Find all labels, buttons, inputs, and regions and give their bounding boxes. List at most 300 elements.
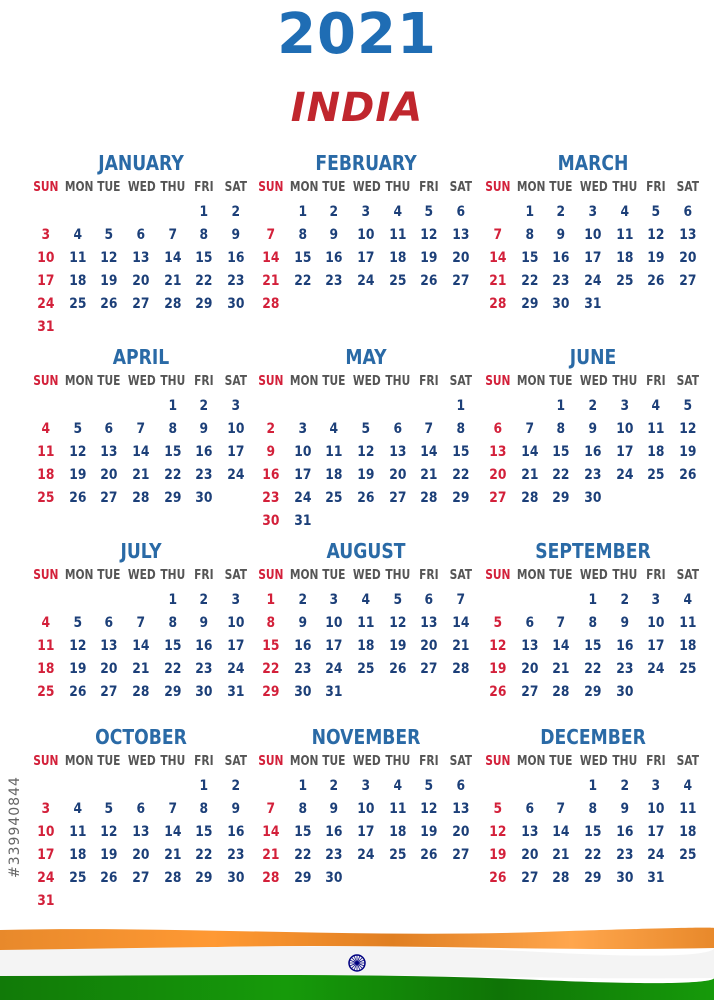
sunday-date: 14 [262, 250, 280, 266]
month-block [255, 536, 477, 704]
date-cell: 23 [227, 847, 245, 863]
date-cell: 17 [227, 444, 245, 460]
empty-day-cell [415, 681, 443, 704]
sunday-date: 4 [41, 615, 51, 631]
week-row [255, 464, 477, 487]
date-cell: 15 [584, 824, 602, 840]
sunday-date: 14 [489, 250, 507, 266]
sunday-date: 28 [262, 870, 280, 886]
week-row [255, 201, 477, 224]
weekday-label: SUN [485, 754, 511, 769]
date-cell: 27 [679, 273, 697, 289]
date-cell: 9 [298, 615, 307, 631]
empty-day-cell [674, 681, 702, 704]
sunday-date: 5 [493, 801, 503, 817]
weekday-label: FRI [419, 568, 440, 583]
empty-day-cell [32, 395, 60, 418]
sunday-date: 25 [37, 490, 55, 506]
week-row [482, 464, 704, 487]
weekday-label: WED [352, 374, 381, 389]
date-cell: 26 [420, 273, 438, 289]
week-row [30, 821, 252, 844]
date-cell: 24 [616, 467, 634, 483]
month-name: SEPTEMBER [535, 539, 651, 563]
date-cell: 28 [452, 661, 470, 677]
sunday-date: 23 [262, 490, 280, 506]
date-cell: 30 [584, 490, 602, 506]
sunday-date: 3 [41, 801, 51, 817]
empty-day-cell [159, 775, 187, 798]
week-row [482, 844, 704, 867]
date-cell: 12 [679, 421, 697, 437]
india-flag-banner-icon [0, 924, 714, 1000]
weekday-header [482, 566, 704, 586]
weekday-label: SAT [449, 180, 473, 195]
date-cell: 6 [104, 615, 114, 631]
week-row [30, 224, 252, 247]
date-cell: 30 [325, 870, 343, 886]
empty-day-cell [95, 395, 123, 418]
week-row [255, 487, 477, 510]
date-cell: 13 [100, 444, 118, 460]
weekday-label: FRI [419, 374, 440, 389]
date-cell: 7 [456, 592, 466, 608]
date-cell: 29 [584, 684, 602, 700]
date-cell: 6 [136, 227, 146, 243]
date-cell: 4 [683, 778, 693, 794]
weekday-label: THU [385, 754, 411, 769]
week-row [482, 395, 704, 418]
sunday-date: 31 [37, 319, 55, 335]
date-cell: 17 [293, 467, 312, 483]
date-cell: 5 [424, 778, 434, 794]
sunday-date: 28 [489, 296, 507, 312]
weekday-label: FRI [194, 374, 215, 389]
sunday-date: 6 [493, 421, 503, 437]
sunday-date: 12 [489, 824, 507, 840]
date-cell: 16 [195, 444, 213, 460]
date-cell: 1 [298, 778, 307, 794]
week-row [255, 775, 477, 798]
date-cell: 26 [68, 684, 87, 700]
date-cell: 8 [298, 227, 307, 243]
week-row [482, 821, 704, 844]
empty-day-cell [516, 589, 544, 612]
date-cell: 21 [420, 467, 438, 483]
date-cell: 27 [452, 273, 470, 289]
sunday-date: 30 [262, 513, 280, 529]
date-cell: 22 [195, 847, 213, 863]
month-name: JUNE [569, 345, 617, 369]
date-cell: 23 [325, 847, 343, 863]
week-row [482, 867, 704, 890]
empty-day-cell [384, 681, 412, 704]
weekday-header [482, 178, 704, 198]
weekday-label: TUE [549, 754, 573, 769]
week-row [255, 247, 477, 270]
date-cell: 19 [420, 824, 438, 840]
weekday-label: SAT [224, 754, 248, 769]
date-cell: 14 [164, 250, 182, 266]
sunday-date: 1 [266, 592, 276, 608]
date-cell: 19 [647, 250, 665, 266]
sunday-date: 11 [37, 638, 55, 654]
empty-day-cell [32, 775, 60, 798]
sunday-date: 19 [489, 661, 507, 677]
date-cell: 20 [132, 847, 150, 863]
date-cell: 3 [620, 398, 629, 414]
empty-day-cell [127, 890, 155, 913]
weekday-label: SUN [258, 374, 284, 389]
month-block [482, 536, 704, 704]
week-row [255, 441, 477, 464]
date-cell: 3 [329, 592, 339, 608]
week-row [30, 890, 252, 913]
month-name: JANUARY [98, 151, 184, 175]
sunday-date: 8 [266, 615, 276, 631]
empty-day-cell [32, 201, 60, 224]
date-cell: 7 [556, 615, 566, 631]
date-cell: 7 [556, 801, 566, 817]
date-cell: 17 [584, 250, 602, 266]
week-row [255, 293, 477, 316]
date-cell: 26 [647, 273, 665, 289]
date-cell: 30 [227, 296, 245, 312]
date-cell: 16 [616, 824, 634, 840]
empty-day-cell [222, 316, 250, 339]
date-cell: 13 [420, 615, 438, 631]
empty-day-cell [415, 510, 443, 533]
weekday-label: SAT [224, 374, 248, 389]
date-cell: 6 [104, 421, 114, 437]
weekday-label: MON [289, 568, 319, 583]
date-cell: 5 [73, 421, 82, 437]
date-cell: 25 [389, 847, 407, 863]
empty-day-cell [127, 395, 155, 418]
date-cell: 25 [68, 296, 87, 312]
date-cell: 8 [298, 801, 307, 817]
empty-day-cell [257, 395, 285, 418]
date-cell: 15 [293, 250, 312, 266]
empty-day-cell [127, 316, 155, 339]
date-cell: 20 [132, 273, 150, 289]
empty-day-cell [352, 681, 380, 704]
date-cell: 16 [293, 638, 312, 654]
month-name: MAY [345, 345, 387, 369]
empty-day-cell [611, 487, 639, 510]
date-cell: 5 [104, 801, 114, 817]
date-cell: 24 [325, 661, 343, 677]
date-cell: 10 [357, 227, 375, 243]
month-block [255, 148, 477, 316]
date-cell: 11 [679, 801, 697, 817]
weekday-label: FRI [419, 754, 440, 769]
date-cell: 19 [679, 444, 697, 460]
date-cell: 25 [679, 661, 697, 677]
week-row [482, 441, 704, 464]
date-cell: 26 [420, 847, 438, 863]
weekday-label: TUE [97, 568, 121, 583]
sunday-date: 7 [266, 227, 276, 243]
date-cell: 22 [293, 273, 312, 289]
date-cell: 3 [298, 421, 307, 437]
week-row [255, 821, 477, 844]
weekday-label: SUN [33, 568, 59, 583]
date-cell: 29 [552, 490, 570, 506]
weekday-label: MON [289, 180, 319, 195]
sunday-date: 21 [489, 273, 507, 289]
weekday-label: SAT [449, 754, 473, 769]
date-cell: 2 [231, 204, 241, 220]
date-cell: 10 [357, 801, 375, 817]
weekday-label: WED [579, 180, 608, 195]
date-cell: 27 [132, 296, 150, 312]
date-cell: 9 [199, 421, 209, 437]
week-row [255, 867, 477, 890]
empty-day-cell [64, 890, 92, 913]
week-row [255, 270, 477, 293]
date-cell: 5 [73, 615, 82, 631]
date-cell: 12 [357, 444, 375, 460]
date-cell: 9 [620, 615, 629, 631]
date-cell: 24 [357, 847, 375, 863]
week-row [255, 395, 477, 418]
empty-day-cell [289, 293, 317, 316]
weekday-label: WED [127, 374, 156, 389]
date-cell: 21 [452, 638, 470, 654]
sunday-date: 14 [262, 824, 280, 840]
date-cell: 23 [616, 661, 634, 677]
date-cell: 14 [132, 444, 150, 460]
weekday-label: THU [612, 180, 638, 195]
date-cell: 20 [452, 250, 470, 266]
month-block [482, 722, 704, 890]
sunday-date: 12 [489, 638, 507, 654]
month-block [482, 342, 704, 510]
weekday-header [255, 178, 477, 198]
weekday-label: WED [579, 754, 608, 769]
weekday-label: WED [127, 568, 156, 583]
week-row [482, 293, 704, 316]
date-cell: 29 [293, 870, 312, 886]
date-cell: 23 [584, 467, 602, 483]
date-cell: 22 [293, 847, 312, 863]
date-cell: 15 [452, 444, 470, 460]
weekday-label: THU [160, 374, 186, 389]
week-row [30, 316, 252, 339]
empty-day-cell [642, 293, 670, 316]
empty-day-cell [190, 890, 218, 913]
weekday-header [30, 752, 252, 772]
empty-day-cell [547, 775, 575, 798]
date-cell: 18 [679, 824, 697, 840]
date-cell: 4 [393, 778, 402, 794]
date-cell: 5 [361, 421, 371, 437]
empty-day-cell [484, 201, 512, 224]
weekday-label: WED [127, 180, 156, 195]
date-cell: 25 [325, 490, 343, 506]
weekday-label: THU [612, 374, 638, 389]
sunday-date: 18 [37, 661, 55, 677]
week-row [482, 270, 704, 293]
date-cell: 20 [420, 638, 438, 654]
month-block [482, 148, 704, 316]
month-name: APRIL [112, 345, 170, 369]
date-cell: 4 [73, 801, 82, 817]
week-row [255, 510, 477, 533]
date-cell: 30 [195, 684, 213, 700]
date-cell: 5 [424, 204, 434, 220]
date-cell: 13 [132, 250, 150, 266]
date-cell: 6 [393, 421, 402, 437]
empty-day-cell [352, 395, 380, 418]
date-cell: 24 [584, 273, 602, 289]
month-block [30, 148, 252, 339]
month-name: NOVEMBER [311, 725, 421, 749]
week-row [482, 635, 704, 658]
date-cell: 1 [556, 398, 566, 414]
empty-day-cell [384, 867, 412, 890]
date-cell: 11 [68, 824, 87, 840]
weekday-label: TUE [322, 180, 346, 195]
date-cell: 12 [68, 444, 87, 460]
empty-day-cell [484, 589, 512, 612]
date-cell: 25 [68, 870, 87, 886]
date-cell: 14 [164, 824, 182, 840]
weekday-label: FRI [646, 754, 667, 769]
date-cell: 9 [620, 801, 629, 817]
weekday-label: MON [64, 754, 94, 769]
week-row [30, 635, 252, 658]
date-cell: 11 [325, 444, 343, 460]
weekday-label: WED [352, 568, 381, 583]
date-cell: 18 [68, 273, 87, 289]
weekday-label: TUE [549, 374, 573, 389]
date-cell: 25 [357, 661, 375, 677]
sunday-date: 24 [37, 296, 55, 312]
date-cell: 16 [325, 250, 343, 266]
date-cell: 3 [588, 204, 598, 220]
weekday-label: FRI [194, 568, 215, 583]
week-row [255, 418, 477, 441]
date-cell: 12 [389, 615, 407, 631]
empty-day-cell [516, 395, 544, 418]
date-cell: 15 [164, 444, 182, 460]
sunday-date: 19 [489, 847, 507, 863]
date-cell: 12 [100, 250, 118, 266]
date-cell: 4 [329, 421, 339, 437]
date-cell: 6 [136, 801, 146, 817]
sunday-date: 31 [37, 893, 55, 909]
date-cell: 30 [227, 870, 245, 886]
weekday-label: TUE [549, 568, 573, 583]
weekday-header [255, 752, 477, 772]
date-cell: 8 [588, 615, 598, 631]
date-cell: 27 [520, 684, 539, 700]
date-cell: 2 [231, 778, 241, 794]
date-cell: 13 [389, 444, 407, 460]
date-cell: 8 [588, 801, 598, 817]
date-cell: 2 [199, 398, 209, 414]
weekday-label: SUN [485, 180, 511, 195]
date-cell: 19 [357, 467, 375, 483]
month-block [30, 722, 252, 913]
date-cell: 20 [100, 661, 118, 677]
empty-day-cell [127, 589, 155, 612]
sunday-date: 10 [37, 824, 55, 840]
week-row [255, 589, 477, 612]
date-cell: 6 [456, 204, 466, 220]
weekday-label: SAT [449, 374, 473, 389]
date-cell: 25 [389, 273, 407, 289]
date-cell: 7 [525, 421, 534, 437]
sunday-date: 15 [262, 638, 280, 654]
week-row [482, 418, 704, 441]
date-cell: 25 [616, 273, 634, 289]
date-cell: 7 [136, 421, 146, 437]
date-cell: 29 [584, 870, 602, 886]
date-cell: 17 [325, 638, 343, 654]
weekday-label: SAT [676, 754, 700, 769]
date-cell: 21 [552, 661, 570, 677]
date-cell: 10 [293, 444, 312, 460]
weekday-label: SAT [676, 374, 700, 389]
week-row [30, 487, 252, 510]
date-cell: 27 [520, 870, 539, 886]
week-row [30, 681, 252, 704]
date-cell: 10 [647, 801, 665, 817]
date-cell: 22 [552, 467, 570, 483]
date-cell: 4 [651, 398, 661, 414]
weekday-label: MON [516, 374, 546, 389]
date-cell: 16 [227, 824, 245, 840]
date-cell: 18 [679, 638, 697, 654]
date-cell: 29 [452, 490, 470, 506]
empty-day-cell [447, 867, 475, 890]
weekday-label: WED [579, 568, 608, 583]
date-cell: 27 [132, 870, 150, 886]
date-cell: 26 [389, 661, 407, 677]
date-cell: 14 [520, 444, 539, 460]
date-cell: 21 [520, 467, 539, 483]
date-cell: 19 [100, 847, 118, 863]
week-row [30, 658, 252, 681]
date-cell: 7 [168, 801, 177, 817]
weekday-label: THU [612, 568, 638, 583]
date-cell: 5 [104, 227, 114, 243]
date-cell: 29 [164, 684, 182, 700]
weekday-label: THU [160, 180, 186, 195]
date-cell: 14 [132, 638, 150, 654]
date-cell: 29 [520, 296, 539, 312]
week-row [255, 681, 477, 704]
date-cell: 17 [357, 250, 375, 266]
date-cell: 16 [584, 444, 602, 460]
month-name: MARCH [557, 151, 629, 175]
date-cell: 21 [164, 847, 182, 863]
date-cell: 2 [298, 592, 307, 608]
date-cell: 30 [195, 490, 213, 506]
date-cell: 1 [588, 778, 598, 794]
weekday-label: MON [289, 374, 319, 389]
date-cell: 27 [420, 661, 438, 677]
date-cell: 13 [100, 638, 118, 654]
empty-day-cell [447, 510, 475, 533]
date-cell: 14 [452, 615, 470, 631]
weekday-label: TUE [97, 374, 121, 389]
sunday-date: 7 [493, 227, 503, 243]
weekday-label: THU [385, 180, 411, 195]
